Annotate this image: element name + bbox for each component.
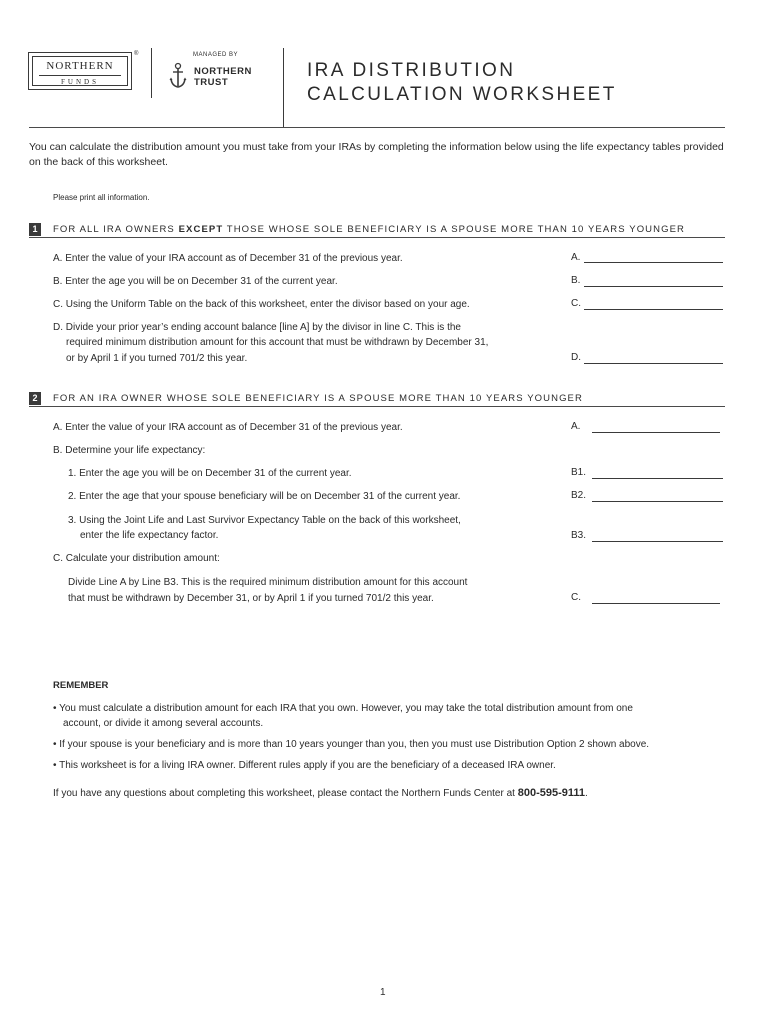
s1-line-b-field[interactable] [584, 286, 723, 287]
s2-line-c-text: C. Calculate your distribution amount: [53, 553, 220, 564]
section-2-rule [29, 406, 725, 407]
s1-line-b-label: B. [571, 275, 581, 286]
northern-funds-logo [28, 52, 132, 90]
s1-line-a-text: A. Enter the value of your IRA account as of December 31 of the previous year. [53, 253, 403, 264]
section-2-title: FOR AN IRA OWNER WHOSE SOLE BENEFICIARY IS A SPOUSE MORE THAN 10 YEARS YOUNGER [53, 393, 583, 404]
nt-line-1: NORTHERN [194, 66, 252, 77]
contact-text: If you have any questions about completing this worksheet, please contact the Northern Funds Center at [53, 788, 518, 799]
print-note: Please print all information. [53, 193, 150, 202]
northern-trust-logo-text [194, 66, 252, 88]
title-divider [283, 48, 284, 128]
contact-phone[interactable]: 800-595-9111 [517, 787, 586, 799]
logo-divider [151, 48, 152, 98]
s1-line-a-field[interactable] [584, 262, 723, 263]
remember-bullet-2: • If your spouse is your beneficiary and is more than 10 years younger than you, then you must use Distribution Option 2 shown above. [53, 739, 650, 750]
s1-line-d-text-3: or by April 1 if you turned 701/2 this year. [66, 353, 248, 364]
s2-line-b2-field[interactable] [592, 501, 723, 502]
s2-line-b1-text: 1. Enter the age you will be on December 31 of the current year. [68, 468, 352, 479]
remember-heading: REMEMBER [53, 680, 109, 691]
title-line-1: IRA DISTRIBUTION [307, 60, 516, 81]
header-rule [29, 127, 725, 128]
s2-line-b2-text: 2. Enter the age that your spouse beneficiary will be on December 31 of the current year. [68, 491, 461, 502]
registered-mark: ® [134, 51, 139, 57]
remember-bullet-1a: • You must calculate a distribution amount for each IRA that you own. However, you may take the total distribution amount from one [53, 703, 633, 714]
s1-line-d-text-1: D. Divide your prior year’s ending account balance [line A] by the divisor in line C. This is the [53, 322, 461, 333]
s1-line-c-label: C. [571, 298, 581, 309]
managed-by-label: MANAGED BY [193, 52, 239, 58]
title-line-2: CALCULATION WORKSHEET [307, 84, 617, 105]
section-1-title [53, 224, 685, 235]
s1-line-d-label: D. [571, 352, 581, 363]
s2-line-b1-label: B1. [571, 467, 587, 478]
s2-line-c-text-2: that must be withdrawn by December 31, or by April 1 if you turned 701/2 this year. [68, 593, 434, 604]
remember-bullet-1b: account, or divide it among several accounts. [63, 718, 264, 729]
anchor-icon [168, 62, 188, 95]
s2-line-c-field[interactable] [592, 603, 720, 604]
s2-line-b1-field[interactable] [592, 478, 723, 479]
section-1-rule [29, 237, 725, 238]
section-1-title-post: THOSE WHOSE SOLE BENEFICIARY IS A SPOUSE MORE THAN 10 YEARS YOUNGER [223, 224, 685, 235]
s1-line-c-field[interactable] [584, 309, 723, 310]
s2-line-a-label: A. [571, 421, 581, 432]
contact-line [53, 787, 588, 799]
s2-line-b-text: B. Determine your life expectancy: [53, 445, 206, 456]
s2-line-b3-field[interactable] [592, 541, 723, 542]
s2-line-b3-label: B3. [571, 530, 587, 541]
page-title [307, 59, 617, 107]
s1-line-d-field[interactable] [584, 363, 723, 364]
contact-end: . [585, 788, 588, 799]
s1-line-b-text: B. Enter the age you will be on December 31 of the current year. [53, 276, 338, 287]
s2-line-b3-text-1: 3. Using the Joint Life and Last Survivor Expectancy Table on the back of this worksheet, [68, 515, 461, 526]
s1-line-c-text: C. Using the Uniform Table on the back of this worksheet, enter the divisor based on your age. [53, 299, 470, 310]
logo-wordmark-bottom: FUNDS [39, 75, 121, 86]
logo-wordmark-top: NORTHERN [46, 60, 114, 72]
s2-line-b3-text-2: enter the life expectancy factor. [80, 530, 219, 541]
s2-line-a-text: A. Enter the value of your IRA account as of December 31 of the previous year. [53, 422, 403, 433]
section-1-title-bold: EXCEPT [178, 224, 224, 235]
intro-paragraph: You can calculate the distribution amount you must take from your IRAs by completing the information below using the life expectancy tables provided on the back of this worksheet. [29, 141, 724, 168]
section-1-number: 1 [29, 223, 41, 236]
section-1-title-pre: FOR ALL IRA OWNERS [53, 224, 179, 235]
remember-bullet-3: • This worksheet is for a living IRA owner. Different rules apply if you are the beneficiary of a deceased IRA owner. [53, 760, 556, 771]
page-number: 1 [380, 987, 386, 998]
s2-line-a-field[interactable] [592, 432, 720, 433]
s1-line-d-text-2: required minimum distribution amount for this account that must be withdrawn by December 31, [66, 337, 489, 348]
s1-line-a-label: A. [571, 252, 581, 263]
s2-line-c-text-1: Divide Line A by Line B3. This is the required minimum distribution amount for this account [68, 577, 468, 588]
s2-line-c-label: C. [571, 592, 581, 603]
section-2-number: 2 [29, 392, 41, 405]
s2-line-b2-label: B2. [571, 490, 587, 501]
nt-line-2: TRUST [194, 77, 229, 88]
